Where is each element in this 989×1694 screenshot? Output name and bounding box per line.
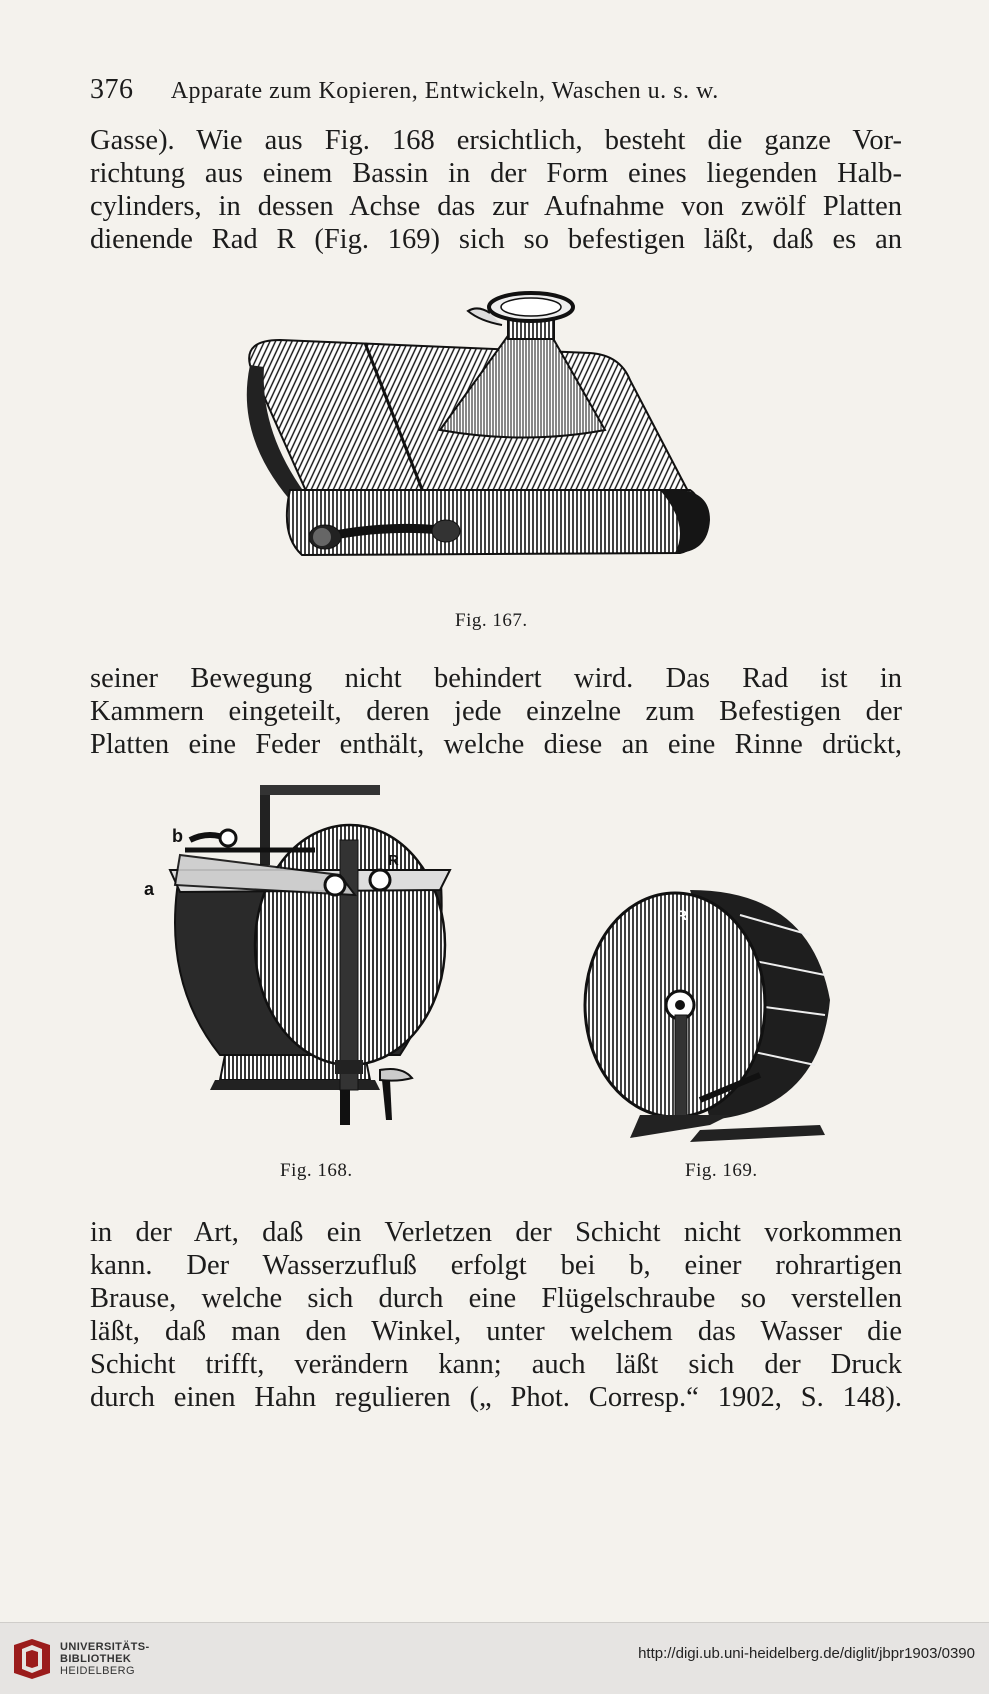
figure-169-caption: Fig. 169. <box>685 1160 758 1181</box>
label-R: R <box>677 907 688 923</box>
library-logo-icon <box>10 1637 54 1681</box>
running-title: Apparate zum Kopieren, Entwickeln, Waschen u. s. w. <box>170 78 719 104</box>
footer-bar <box>0 1622 989 1694</box>
text-line: läßt, daß man den Winkel, unter welchem das Wasser die <box>90 1316 902 1347</box>
library-line: HEIDELBERG <box>60 1665 135 1677</box>
text-line: dienende Rad R (Fig. 169) sich so befestigen läßt, daß es an <box>90 224 902 255</box>
text-line: Brause, welche sich durch eine Flügelschraube so verstellen <box>90 1283 902 1314</box>
running-header <box>90 74 890 106</box>
text-line: Kammern eingeteilt, deren jede einzelne zum Befestigen der <box>90 696 902 727</box>
text-line: cylinders, in dessen Achse das zur Aufnahme von zwölf Platten <box>90 191 902 222</box>
library-name <box>60 1641 150 1677</box>
text-line: Gasse). Wie aus Fig. 168 ersichtlich, besteht die ganze Vor- <box>90 125 902 156</box>
figure-168-illustration <box>140 780 490 1155</box>
label-a: a <box>144 879 155 899</box>
text-line: kann. Der Wasserzufluß erfolgt bei b, einer rohrartigen <box>90 1250 902 1281</box>
library-line: BIBLIOTHEK <box>60 1653 132 1665</box>
figure-167-caption: Fig. 167. <box>455 610 528 631</box>
paragraph-3 <box>90 1216 902 1414</box>
figure-167-illustration <box>240 285 750 590</box>
label-R: R <box>388 852 399 869</box>
text-line: richtung aus einem Bassin in der Form eines liegenden Halb- <box>90 158 902 189</box>
text-line: in der Art, daß ein Verletzen der Schicht nicht vorkommen <box>90 1217 902 1248</box>
text-line: Platten eine Feder enthält, welche diese an eine Rinne drückt, <box>90 729 902 760</box>
figure-168-caption: Fig. 168. <box>280 1160 353 1181</box>
paragraph-1 <box>90 124 902 256</box>
figure-169-illustration <box>580 880 840 1150</box>
text-line: durch einen Hahn regulieren („ Phot. Corresp.“ 1902, S. 148). <box>90 1382 902 1413</box>
paragraph-2 <box>90 662 902 761</box>
source-url-link[interactable]: http://digi.ub.uni-heidelberg.de/diglit/jbpr1903/0390 <box>638 1645 975 1662</box>
library-line: UNIVERSITÄTS- <box>60 1641 150 1653</box>
page-number: 376 <box>90 74 134 105</box>
label-b: b <box>172 826 183 846</box>
text-line: Schicht trifft, verändern kann; auch läßt sich der Druck <box>90 1349 902 1380</box>
text-line: seiner Bewegung nicht behindert wird. Das Rad ist in <box>90 663 902 694</box>
